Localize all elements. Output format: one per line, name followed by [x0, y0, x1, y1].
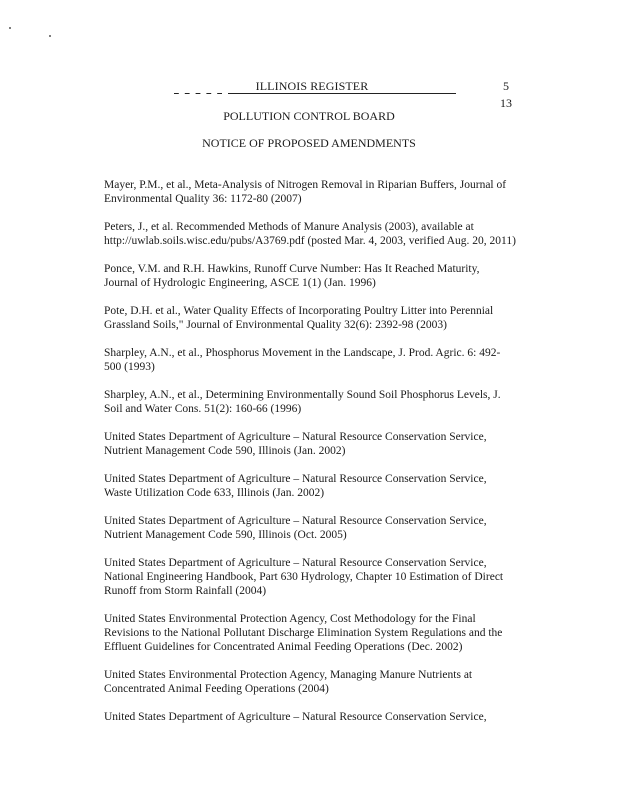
page-number: 5 — [503, 79, 509, 93]
reference-line: United States Department of Agriculture – Natural Resource Conservation Service, — [104, 711, 487, 723]
reference-line: Environmental Quality 36: 1172-80 (2007) — [104, 193, 302, 205]
reference-line: http://uwlab.soils.wisc.edu/pubs/A3769.pdf (posted Mar. 4, 2003, verified Aug. 20, 2011) — [104, 235, 516, 247]
reference-line: Concentrated Animal Feeding Operations (2004) — [104, 683, 329, 695]
issue-number: 13 — [500, 96, 512, 110]
reference-line: National Engineering Handbook, Part 630 Hydrology, Chapter 10 Estimation of Direct — [104, 571, 504, 583]
reference-line: Pote, D.H. et al., Water Quality Effects of Incorporating Poultry Litter into Perennial — [104, 305, 494, 317]
reference-line: Effluent Guidelines for Concentrated Animal Feeding Operations (Dec. 2002) — [104, 641, 463, 653]
reference-line: Nutrient Management Code 590, Illinois (Jan. 2002) — [104, 445, 346, 457]
scan-speck — [9, 27, 11, 29]
reference-item — [104, 430, 534, 458]
reference-line: Revisions to the National Pollutant Discharge Elimination System Regulations and the — [104, 627, 503, 639]
reference-line: Mayer, P.M., et al., Meta-Analysis of Nitrogen Removal in Riparian Buffers, Journal of — [104, 179, 507, 191]
scan-speck — [49, 35, 51, 37]
reference-item — [104, 556, 534, 598]
reference-list — [104, 178, 534, 738]
reference-item — [104, 220, 534, 248]
reference-item — [104, 346, 534, 374]
reference-line: Sharpley, A.N., et al., Determining Environmentally Sound Soil Phosphorus Levels, J. — [104, 389, 501, 401]
reference-line: Journal of Hydrologic Engineering, ASCE 1(1) (Jan. 1996) — [104, 277, 376, 289]
reference-item — [104, 472, 534, 500]
reference-line: Sharpley, A.N., et al., Phosphorus Movement in the Landscape, J. Prod. Agric. 6: 492- — [104, 347, 501, 359]
reference-line: United States Environmental Protection Agency, Cost Methodology for the Final — [104, 613, 476, 625]
reference-item — [104, 304, 534, 332]
reference-line: Peters, J., et al. Recommended Methods of Manure Analysis (2003), available at — [104, 221, 474, 233]
reference-line: United States Department of Agriculture – Natural Resource Conservation Service, — [104, 473, 487, 485]
notice-title: NOTICE OF PROPOSED AMENDMENTS — [202, 136, 416, 150]
reference-item — [104, 514, 534, 542]
reference-line: Soil and Water Cons. 51(2): 160-66 (1996) — [104, 403, 302, 415]
reference-line: 500 (1993) — [104, 361, 155, 373]
reference-item — [104, 612, 534, 654]
register-title: ILLINOIS REGISTER — [255, 79, 369, 93]
reference-line: United States Department of Agriculture – Natural Resource Conservation Service, — [104, 515, 487, 527]
reference-item — [104, 262, 534, 290]
reference-item — [104, 668, 534, 696]
reference-item — [104, 178, 534, 206]
reference-line: Grassland Soils," Journal of Environmental Quality 32(6): 2392-98 (2003) — [104, 319, 447, 331]
reference-line: Runoff from Storm Rainfall (2004) — [104, 585, 267, 597]
reference-item — [104, 710, 534, 724]
reference-item — [104, 388, 534, 416]
reference-line: Waste Utilization Code 633, Illinois (Jan. 2002) — [104, 487, 325, 499]
reference-line: United States Environmental Protection Agency, Managing Manure Nutrients at — [104, 669, 473, 681]
board-title: POLLUTION CONTROL BOARD — [223, 109, 395, 123]
reference-line: United States Department of Agriculture – Natural Resource Conservation Service, — [104, 557, 487, 569]
reference-line: Nutrient Management Code 590, Illinois (Oct. 2005) — [104, 529, 347, 541]
reference-line: United States Department of Agriculture – Natural Resource Conservation Service, — [104, 431, 487, 443]
reference-line: Ponce, V.M. and R.H. Hawkins, Runoff Curve Number: Has It Reached Maturity, — [104, 263, 480, 275]
register-underline-gaps — [168, 92, 228, 94]
